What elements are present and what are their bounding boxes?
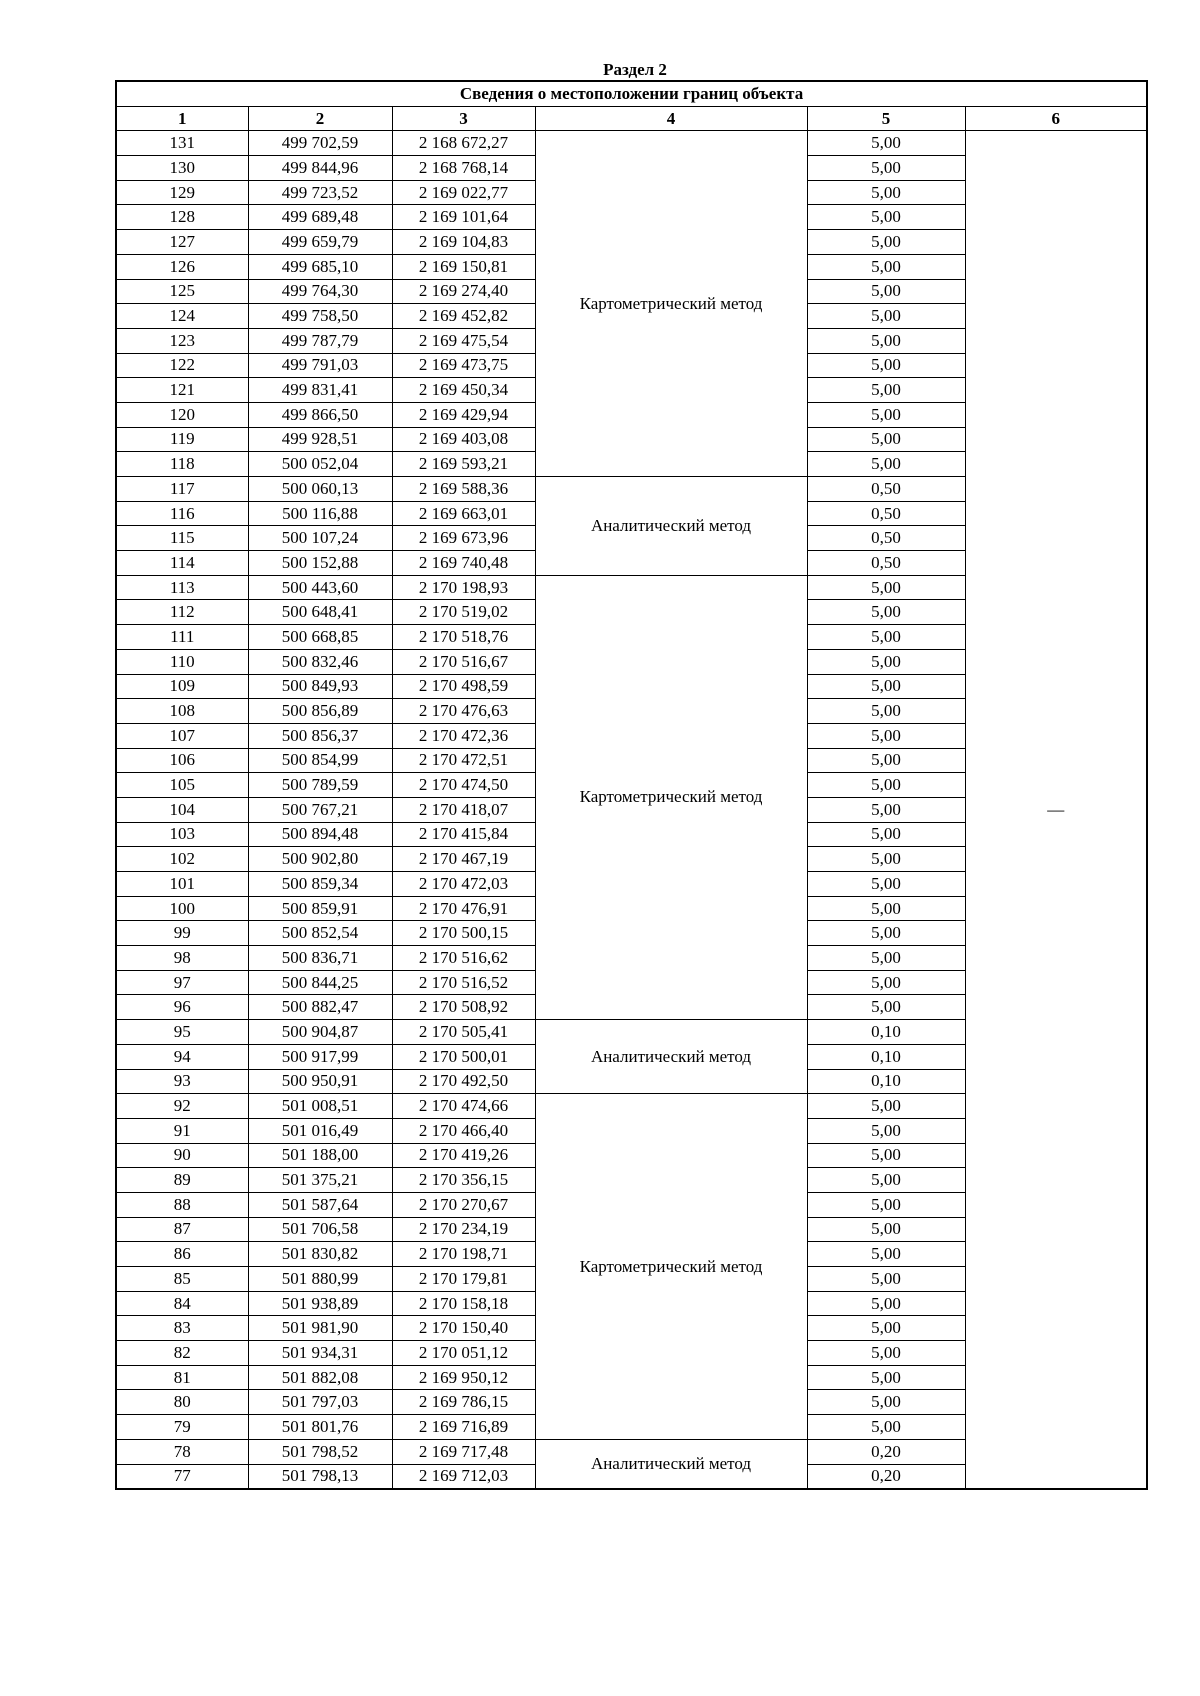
y-coordinate-cell: 2 170 198,71 bbox=[392, 1242, 535, 1267]
point-number-cell: 92 bbox=[116, 1094, 248, 1119]
point-number-cell: 91 bbox=[116, 1118, 248, 1143]
x-coordinate-cell: 500 832,46 bbox=[248, 649, 392, 674]
point-number-cell: 127 bbox=[116, 230, 248, 255]
accuracy-cell: 5,00 bbox=[807, 1192, 965, 1217]
point-number-cell: 126 bbox=[116, 254, 248, 279]
method-cell: Аналитический метод bbox=[535, 477, 807, 576]
point-number-cell: 130 bbox=[116, 156, 248, 181]
x-coordinate-cell: 501 938,89 bbox=[248, 1291, 392, 1316]
column-header-2: 2 bbox=[248, 106, 392, 131]
y-coordinate-cell: 2 170 158,18 bbox=[392, 1291, 535, 1316]
x-coordinate-cell: 499 659,79 bbox=[248, 230, 392, 255]
x-coordinate-cell: 501 375,21 bbox=[248, 1168, 392, 1193]
point-number-cell: 81 bbox=[116, 1365, 248, 1390]
point-number-cell: 93 bbox=[116, 1069, 248, 1094]
point-number-cell: 112 bbox=[116, 600, 248, 625]
point-number-cell: 94 bbox=[116, 1044, 248, 1069]
point-number-cell: 90 bbox=[116, 1143, 248, 1168]
y-coordinate-cell: 2 169 663,01 bbox=[392, 501, 535, 526]
point-number-cell: 100 bbox=[116, 896, 248, 921]
y-coordinate-cell: 2 170 270,67 bbox=[392, 1192, 535, 1217]
point-number-cell: 79 bbox=[116, 1415, 248, 1440]
point-number-cell: 98 bbox=[116, 946, 248, 971]
y-coordinate-cell: 2 169 104,83 bbox=[392, 230, 535, 255]
accuracy-cell: 5,00 bbox=[807, 304, 965, 329]
section-title: Раздел 2 bbox=[603, 60, 667, 79]
y-coordinate-cell: 2 169 450,34 bbox=[392, 378, 535, 403]
table-body bbox=[116, 131, 1147, 1489]
point-number-cell: 123 bbox=[116, 328, 248, 353]
y-coordinate-cell: 2 170 519,02 bbox=[392, 600, 535, 625]
method-cell: Картометрический метод bbox=[535, 575, 807, 1019]
point-number-cell: 115 bbox=[116, 526, 248, 551]
y-coordinate-cell: 2 170 498,59 bbox=[392, 674, 535, 699]
y-coordinate-cell: 2 169 473,75 bbox=[392, 353, 535, 378]
accuracy-cell: 5,00 bbox=[807, 1316, 965, 1341]
accuracy-cell: 5,00 bbox=[807, 1390, 965, 1415]
point-number-cell: 85 bbox=[116, 1267, 248, 1292]
point-number-cell: 131 bbox=[116, 131, 248, 156]
accuracy-cell: 5,00 bbox=[807, 1341, 965, 1366]
accuracy-cell: 0,10 bbox=[807, 1020, 965, 1045]
x-coordinate-cell: 499 787,79 bbox=[248, 328, 392, 353]
x-coordinate-cell: 500 894,48 bbox=[248, 822, 392, 847]
x-coordinate-cell: 499 866,50 bbox=[248, 402, 392, 427]
y-coordinate-cell: 2 170 356,15 bbox=[392, 1168, 535, 1193]
accuracy-cell: 5,00 bbox=[807, 230, 965, 255]
column-header-row bbox=[116, 106, 1147, 131]
x-coordinate-cell: 501 706,58 bbox=[248, 1217, 392, 1242]
accuracy-cell: 5,00 bbox=[807, 1267, 965, 1292]
x-coordinate-cell: 500 836,71 bbox=[248, 946, 392, 971]
x-coordinate-cell: 500 854,99 bbox=[248, 748, 392, 773]
accuracy-cell: 5,00 bbox=[807, 773, 965, 798]
y-coordinate-cell: 2 170 051,12 bbox=[392, 1341, 535, 1366]
method-cell: Аналитический метод bbox=[535, 1439, 807, 1489]
y-coordinate-cell: 2 170 198,93 bbox=[392, 575, 535, 600]
x-coordinate-cell: 499 758,50 bbox=[248, 304, 392, 329]
point-number-cell: 108 bbox=[116, 699, 248, 724]
accuracy-cell: 5,00 bbox=[807, 625, 965, 650]
point-number-cell: 95 bbox=[116, 1020, 248, 1045]
accuracy-cell: 5,00 bbox=[807, 1365, 965, 1390]
accuracy-cell: 5,00 bbox=[807, 674, 965, 699]
point-number-cell: 87 bbox=[116, 1217, 248, 1242]
y-coordinate-cell: 2 169 588,36 bbox=[392, 477, 535, 502]
point-number-cell: 111 bbox=[116, 625, 248, 650]
accuracy-cell: 5,00 bbox=[807, 1168, 965, 1193]
y-coordinate-cell: 2 170 518,76 bbox=[392, 625, 535, 650]
accuracy-cell: 0,10 bbox=[807, 1069, 965, 1094]
y-coordinate-cell: 2 170 516,52 bbox=[392, 970, 535, 995]
x-coordinate-cell: 501 880,99 bbox=[248, 1267, 392, 1292]
y-coordinate-cell: 2 170 467,19 bbox=[392, 847, 535, 872]
point-number-cell: 120 bbox=[116, 402, 248, 427]
x-coordinate-cell: 500 789,59 bbox=[248, 773, 392, 798]
x-coordinate-cell: 500 052,04 bbox=[248, 452, 392, 477]
point-number-cell: 128 bbox=[116, 205, 248, 230]
y-coordinate-cell: 2 169 950,12 bbox=[392, 1365, 535, 1390]
y-coordinate-cell: 2 170 516,67 bbox=[392, 649, 535, 674]
x-coordinate-cell: 500 152,88 bbox=[248, 551, 392, 576]
point-number-cell: 84 bbox=[116, 1291, 248, 1316]
column6-cell: — bbox=[965, 131, 1147, 1489]
accuracy-cell: 5,00 bbox=[807, 946, 965, 971]
accuracy-cell: 5,00 bbox=[807, 995, 965, 1020]
point-number-cell: 86 bbox=[116, 1242, 248, 1267]
accuracy-cell: 5,00 bbox=[807, 847, 965, 872]
point-number-cell: 103 bbox=[116, 822, 248, 847]
y-coordinate-cell: 2 169 717,48 bbox=[392, 1439, 535, 1464]
y-coordinate-cell: 2 170 508,92 bbox=[392, 995, 535, 1020]
point-number-cell: 77 bbox=[116, 1464, 248, 1489]
y-coordinate-cell: 2 169 022,77 bbox=[392, 180, 535, 205]
point-number-cell: 129 bbox=[116, 180, 248, 205]
accuracy-cell: 0,10 bbox=[807, 1044, 965, 1069]
x-coordinate-cell: 501 797,03 bbox=[248, 1390, 392, 1415]
y-coordinate-cell: 2 169 150,81 bbox=[392, 254, 535, 279]
accuracy-cell: 5,00 bbox=[807, 575, 965, 600]
accuracy-cell: 5,00 bbox=[807, 1291, 965, 1316]
accuracy-cell: 5,00 bbox=[807, 1242, 965, 1267]
point-number-cell: 78 bbox=[116, 1439, 248, 1464]
x-coordinate-cell: 501 981,90 bbox=[248, 1316, 392, 1341]
point-number-cell: 110 bbox=[116, 649, 248, 674]
x-coordinate-cell: 500 859,34 bbox=[248, 872, 392, 897]
y-coordinate-cell: 2 169 403,08 bbox=[392, 427, 535, 452]
point-number-cell: 99 bbox=[116, 921, 248, 946]
x-coordinate-cell: 501 798,13 bbox=[248, 1464, 392, 1489]
x-coordinate-cell: 500 668,85 bbox=[248, 625, 392, 650]
x-coordinate-cell: 499 831,41 bbox=[248, 378, 392, 403]
accuracy-cell: 0,50 bbox=[807, 501, 965, 526]
y-coordinate-cell: 2 169 101,64 bbox=[392, 205, 535, 230]
accuracy-cell: 5,00 bbox=[807, 279, 965, 304]
x-coordinate-cell: 501 882,08 bbox=[248, 1365, 392, 1390]
y-coordinate-cell: 2 170 472,51 bbox=[392, 748, 535, 773]
y-coordinate-cell: 2 170 500,15 bbox=[392, 921, 535, 946]
column-header-6: 6 bbox=[965, 106, 1147, 131]
y-coordinate-cell: 2 168 672,27 bbox=[392, 131, 535, 156]
accuracy-cell: 5,00 bbox=[807, 723, 965, 748]
y-coordinate-cell: 2 169 716,89 bbox=[392, 1415, 535, 1440]
x-coordinate-cell: 501 587,64 bbox=[248, 1192, 392, 1217]
point-number-cell: 116 bbox=[116, 501, 248, 526]
y-coordinate-cell: 2 170 500,01 bbox=[392, 1044, 535, 1069]
x-coordinate-cell: 500 060,13 bbox=[248, 477, 392, 502]
x-coordinate-cell: 499 791,03 bbox=[248, 353, 392, 378]
x-coordinate-cell: 499 928,51 bbox=[248, 427, 392, 452]
point-number-cell: 106 bbox=[116, 748, 248, 773]
point-number-cell: 102 bbox=[116, 847, 248, 872]
x-coordinate-cell: 499 764,30 bbox=[248, 279, 392, 304]
accuracy-cell: 5,00 bbox=[807, 156, 965, 181]
accuracy-cell: 5,00 bbox=[807, 1217, 965, 1242]
y-coordinate-cell: 2 170 150,40 bbox=[392, 1316, 535, 1341]
x-coordinate-cell: 500 849,93 bbox=[248, 674, 392, 699]
x-coordinate-cell: 500 767,21 bbox=[248, 797, 392, 822]
y-coordinate-cell: 2 169 673,96 bbox=[392, 526, 535, 551]
accuracy-cell: 5,00 bbox=[807, 600, 965, 625]
y-coordinate-cell: 2 169 786,15 bbox=[392, 1390, 535, 1415]
y-coordinate-cell: 2 170 419,26 bbox=[392, 1143, 535, 1168]
y-coordinate-cell: 2 170 476,63 bbox=[392, 699, 535, 724]
y-coordinate-cell: 2 169 712,03 bbox=[392, 1464, 535, 1489]
x-coordinate-cell: 499 685,10 bbox=[248, 254, 392, 279]
x-coordinate-cell: 500 882,47 bbox=[248, 995, 392, 1020]
accuracy-cell: 5,00 bbox=[807, 378, 965, 403]
accuracy-cell: 5,00 bbox=[807, 1143, 965, 1168]
point-number-cell: 125 bbox=[116, 279, 248, 304]
accuracy-cell: 5,00 bbox=[807, 353, 965, 378]
method-cell: Аналитический метод bbox=[535, 1020, 807, 1094]
boundary-coordinates-table bbox=[115, 80, 1148, 1490]
accuracy-cell: 5,00 bbox=[807, 921, 965, 946]
y-coordinate-cell: 2 170 472,36 bbox=[392, 723, 535, 748]
y-coordinate-cell: 2 169 475,54 bbox=[392, 328, 535, 353]
accuracy-cell: 5,00 bbox=[807, 254, 965, 279]
accuracy-cell: 5,00 bbox=[807, 1118, 965, 1143]
x-coordinate-cell: 499 844,96 bbox=[248, 156, 392, 181]
accuracy-cell: 0,20 bbox=[807, 1464, 965, 1489]
x-coordinate-cell: 500 859,91 bbox=[248, 896, 392, 921]
column-header-3: 3 bbox=[392, 106, 535, 131]
table-row bbox=[116, 131, 1147, 156]
y-coordinate-cell: 2 170 415,84 bbox=[392, 822, 535, 847]
x-coordinate-cell: 499 689,48 bbox=[248, 205, 392, 230]
accuracy-cell: 5,00 bbox=[807, 699, 965, 724]
x-coordinate-cell: 501 008,51 bbox=[248, 1094, 392, 1119]
accuracy-cell: 5,00 bbox=[807, 822, 965, 847]
column-header-4: 4 bbox=[535, 106, 807, 131]
x-coordinate-cell: 500 856,89 bbox=[248, 699, 392, 724]
y-coordinate-cell: 2 170 418,07 bbox=[392, 797, 535, 822]
y-coordinate-cell: 2 170 474,50 bbox=[392, 773, 535, 798]
point-number-cell: 118 bbox=[116, 452, 248, 477]
accuracy-cell: 5,00 bbox=[807, 427, 965, 452]
accuracy-cell: 0,20 bbox=[807, 1439, 965, 1464]
x-coordinate-cell: 501 934,31 bbox=[248, 1341, 392, 1366]
x-coordinate-cell: 499 723,52 bbox=[248, 180, 392, 205]
method-cell: Картометрический метод bbox=[535, 1094, 807, 1440]
accuracy-cell: 5,00 bbox=[807, 748, 965, 773]
accuracy-cell: 5,00 bbox=[807, 1415, 965, 1440]
x-coordinate-cell: 500 852,54 bbox=[248, 921, 392, 946]
accuracy-cell: 0,50 bbox=[807, 551, 965, 576]
x-coordinate-cell: 500 844,25 bbox=[248, 970, 392, 995]
point-number-cell: 107 bbox=[116, 723, 248, 748]
y-coordinate-cell: 2 169 740,48 bbox=[392, 551, 535, 576]
point-number-cell: 105 bbox=[116, 773, 248, 798]
table-caption: Сведения о местоположении границ объекта bbox=[116, 81, 1147, 106]
x-coordinate-cell: 499 702,59 bbox=[248, 131, 392, 156]
accuracy-cell: 5,00 bbox=[807, 180, 965, 205]
accuracy-cell: 0,50 bbox=[807, 477, 965, 502]
column-header-5: 5 bbox=[807, 106, 965, 131]
y-coordinate-cell: 2 169 593,21 bbox=[392, 452, 535, 477]
accuracy-cell: 5,00 bbox=[807, 205, 965, 230]
x-coordinate-cell: 500 107,24 bbox=[248, 526, 392, 551]
point-number-cell: 114 bbox=[116, 551, 248, 576]
point-number-cell: 113 bbox=[116, 575, 248, 600]
x-coordinate-cell: 501 830,82 bbox=[248, 1242, 392, 1267]
x-coordinate-cell: 500 443,60 bbox=[248, 575, 392, 600]
column-header-1: 1 bbox=[116, 106, 248, 131]
point-number-cell: 117 bbox=[116, 477, 248, 502]
x-coordinate-cell: 500 116,88 bbox=[248, 501, 392, 526]
x-coordinate-cell: 500 904,87 bbox=[248, 1020, 392, 1045]
accuracy-cell: 5,00 bbox=[807, 452, 965, 477]
point-number-cell: 119 bbox=[116, 427, 248, 452]
accuracy-cell: 5,00 bbox=[807, 797, 965, 822]
y-coordinate-cell: 2 168 768,14 bbox=[392, 156, 535, 181]
accuracy-cell: 5,00 bbox=[807, 872, 965, 897]
point-number-cell: 101 bbox=[116, 872, 248, 897]
point-number-cell: 96 bbox=[116, 995, 248, 1020]
accuracy-cell: 5,00 bbox=[807, 896, 965, 921]
y-coordinate-cell: 2 170 516,62 bbox=[392, 946, 535, 971]
x-coordinate-cell: 500 856,37 bbox=[248, 723, 392, 748]
method-cell: Картометрический метод bbox=[535, 131, 807, 477]
y-coordinate-cell: 2 170 472,03 bbox=[392, 872, 535, 897]
point-number-cell: 109 bbox=[116, 674, 248, 699]
accuracy-cell: 5,00 bbox=[807, 402, 965, 427]
point-number-cell: 104 bbox=[116, 797, 248, 822]
point-number-cell: 89 bbox=[116, 1168, 248, 1193]
point-number-cell: 88 bbox=[116, 1192, 248, 1217]
x-coordinate-cell: 501 801,76 bbox=[248, 1415, 392, 1440]
point-number-cell: 97 bbox=[116, 970, 248, 995]
y-coordinate-cell: 2 170 234,19 bbox=[392, 1217, 535, 1242]
x-coordinate-cell: 501 188,00 bbox=[248, 1143, 392, 1168]
x-coordinate-cell: 500 917,99 bbox=[248, 1044, 392, 1069]
x-coordinate-cell: 501 798,52 bbox=[248, 1439, 392, 1464]
point-number-cell: 124 bbox=[116, 304, 248, 329]
point-number-cell: 122 bbox=[116, 353, 248, 378]
x-coordinate-cell: 501 016,49 bbox=[248, 1118, 392, 1143]
accuracy-cell: 5,00 bbox=[807, 131, 965, 156]
y-coordinate-cell: 2 170 474,66 bbox=[392, 1094, 535, 1119]
y-coordinate-cell: 2 169 452,82 bbox=[392, 304, 535, 329]
x-coordinate-cell: 500 950,91 bbox=[248, 1069, 392, 1094]
x-coordinate-cell: 500 648,41 bbox=[248, 600, 392, 625]
point-number-cell: 83 bbox=[116, 1316, 248, 1341]
y-coordinate-cell: 2 170 476,91 bbox=[392, 896, 535, 921]
accuracy-cell: 5,00 bbox=[807, 970, 965, 995]
point-number-cell: 80 bbox=[116, 1390, 248, 1415]
accuracy-cell: 0,50 bbox=[807, 526, 965, 551]
accuracy-cell: 5,00 bbox=[807, 649, 965, 674]
accuracy-cell: 5,00 bbox=[807, 328, 965, 353]
y-coordinate-cell: 2 169 274,40 bbox=[392, 279, 535, 304]
y-coordinate-cell: 2 170 179,81 bbox=[392, 1267, 535, 1292]
point-number-cell: 82 bbox=[116, 1341, 248, 1366]
y-coordinate-cell: 2 170 492,50 bbox=[392, 1069, 535, 1094]
y-coordinate-cell: 2 169 429,94 bbox=[392, 402, 535, 427]
accuracy-cell: 5,00 bbox=[807, 1094, 965, 1119]
x-coordinate-cell: 500 902,80 bbox=[248, 847, 392, 872]
table-caption-row bbox=[116, 81, 1147, 106]
point-number-cell: 121 bbox=[116, 378, 248, 403]
y-coordinate-cell: 2 170 505,41 bbox=[392, 1020, 535, 1045]
y-coordinate-cell: 2 170 466,40 bbox=[392, 1118, 535, 1143]
